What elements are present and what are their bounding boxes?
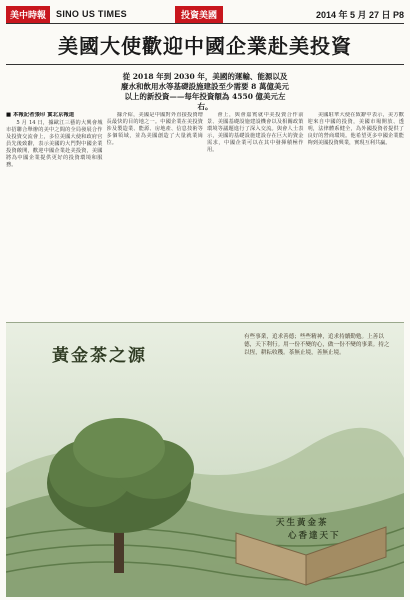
ad-text: 有些事業，追求善德；些些精神，追求持續勤勉。上善以德，天下利行。用一份不變的心，做一份不變的事業。持之以恆，耕耘收穫。茶無止境，善無止境。 [244, 334, 390, 356]
issue-date: 2014 年 5 月 27 日 P8 [315, 9, 404, 20]
newspaper-logo: 美中時報 [6, 6, 50, 23]
newspaper-name: SINO US TIMES [56, 9, 127, 19]
byline: ■ 本報記者張印 實北京報道 [6, 112, 75, 118]
article-paragraph: 5 月 14 日，據歐江三藝的大興會城市招聯合舉辦的美中之間的全局發展合作及投資交流會上，多位美國大使和政府官員先後致辭，表示美國的大門對中國企業投資敞開，歡迎中國企業赴美投資，美國將為中國企業提供更好的投資環境和服務。 [6, 120, 103, 168]
article-column [207, 112, 304, 322]
tea-advertisement [6, 322, 404, 597]
article-body [6, 112, 404, 322]
ad-slogan [276, 517, 341, 543]
masthead [6, 6, 404, 22]
article-column [308, 112, 405, 322]
ad-slogan-line: 心香達天下 [288, 531, 341, 541]
masthead-rule [6, 23, 404, 24]
article-column [6, 112, 103, 322]
article-paragraph: 會上，與會嘉賓就中美投資合作前景、美國基礎設施建設機會以及相關政策環境等議題進行了深入交流。與會人士表示，美國的基礎設施建設存在巨大的資金需求，中國企業可以在其中發揮積極作用。 [207, 112, 304, 153]
article-paragraph: 據介紹，美國是中國對外直接投資增長最快的目的地之一。中國企業在美投資涉及製造業、能源、房地產、信息技術等多個領域，並為美國創造了大量就業崗位。 [106, 112, 203, 146]
ad-slogan-line: 天生黃金茶 [276, 518, 329, 528]
article-column [107, 112, 204, 322]
ad-title: 黃金茶之源 [52, 346, 147, 366]
article-paragraph: 美國駐華大使在致辭中表示，美方歡迎來自中國的投資，美國市場開放、透明，法律體系健全，為外國投資者提供了良好的營商環境。他希望更多中國企業能夠到美國投資興業，實現互利共贏。 [307, 112, 404, 146]
section-label: 投資美國 [175, 6, 223, 23]
deck-summary: 從 2018 年到 2030 年，美國的運輸、能源以及廢水和飲用水等基礎設施建設至少需要 8 萬億美元以上的新投資——每年投資額為 4550 億美元左右。 [121, 72, 289, 111]
headline-rule [6, 64, 404, 65]
headline: 美國大使歡迎中國企業赴美投資 [58, 34, 352, 58]
